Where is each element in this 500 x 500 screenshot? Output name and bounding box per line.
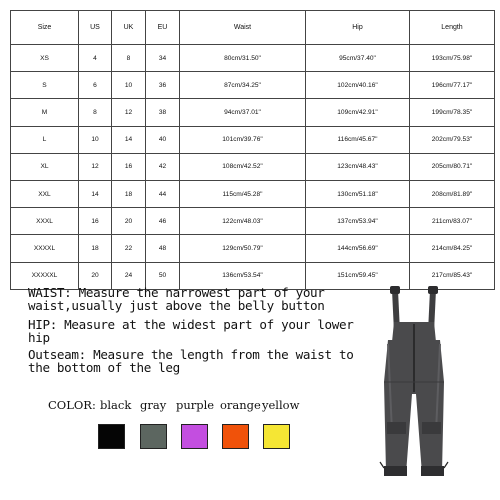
size-row-xxxl <box>11 208 495 235</box>
cell-waist: 101cm/39.76" <box>180 126 306 153</box>
cell-hip: 95cm/37.40" <box>306 45 410 72</box>
cell-hip: 144cm/56.69" <box>306 235 410 262</box>
product-image <box>370 282 460 487</box>
waist-instruction <box>28 286 358 312</box>
cell-waist: 136cm/53.54" <box>180 262 306 289</box>
size-chart-table <box>10 10 495 290</box>
size-row-m <box>11 99 495 126</box>
cell-us: 14 <box>79 180 112 207</box>
cell-eu: 48 <box>146 235 180 262</box>
header-hip: Hip <box>306 11 410 45</box>
cell-length: 196cm/77.17" <box>410 72 495 99</box>
cell-eu: 44 <box>146 180 180 207</box>
cell-size: XS <box>11 45 79 72</box>
cell-us: 8 <box>79 99 112 126</box>
hip-instruction <box>28 318 358 344</box>
cell-waist: 122cm/48.03" <box>180 208 306 235</box>
cell-waist: 108cm/42.52" <box>180 153 306 180</box>
cell-uk: 12 <box>112 99 146 126</box>
header-waist: Waist <box>180 11 306 45</box>
cell-size: XXXL <box>11 208 79 235</box>
cell-uk: 10 <box>112 72 146 99</box>
cell-eu: 36 <box>146 72 180 99</box>
cell-length: 199cm/78.35" <box>410 99 495 126</box>
cell-size: XXXXL <box>11 235 79 262</box>
swatch-gray[interactable] <box>140 424 167 449</box>
size-row-l <box>11 126 495 153</box>
color-name-yellow: yellow <box>262 398 300 412</box>
cell-size: XL <box>11 153 79 180</box>
cell-us: 16 <box>79 208 112 235</box>
cell-hip: 151cm/59.45" <box>306 262 410 289</box>
cell-uk: 20 <box>112 208 146 235</box>
cell-length: 217cm/85.43" <box>410 262 495 289</box>
swatch-black[interactable] <box>98 424 125 449</box>
cell-length: 202cm/79.53" <box>410 126 495 153</box>
cell-us: 4 <box>79 45 112 72</box>
size-row-xl <box>11 153 495 180</box>
cell-length: 193cm/75.98" <box>410 45 495 72</box>
cell-size: S <box>11 72 79 99</box>
cell-length: 214cm/84.25" <box>410 235 495 262</box>
header-eu: EU <box>146 11 180 45</box>
cell-us: 20 <box>79 262 112 289</box>
header-size: Size <box>11 11 79 45</box>
cell-hip: 137cm/53.94" <box>306 208 410 235</box>
cell-hip: 116cm/45.67" <box>306 126 410 153</box>
cell-length: 208cm/81.89" <box>410 180 495 207</box>
snow-bib-overalls-icon <box>370 282 460 487</box>
size-row-xs <box>11 45 495 72</box>
cell-waist: 87cm/34.25" <box>180 72 306 99</box>
cell-us: 6 <box>79 72 112 99</box>
color-name-black: black <box>100 398 132 412</box>
cell-hip: 102cm/40.16" <box>306 72 410 99</box>
hip-instruction-text: HIP: Measure at the widest part of your lower hip <box>28 317 354 345</box>
outseam-instruction-text: Outseam: Measure the length from the waist to the bottom of the leg <box>28 347 354 375</box>
cell-size: XXL <box>11 180 79 207</box>
cell-size: XXXXXL <box>11 262 79 289</box>
color-name-gray: gray <box>140 398 167 412</box>
cell-eu: 34 <box>146 45 180 72</box>
cell-hip: 130cm/51.18" <box>306 180 410 207</box>
header-uk: UK <box>112 11 146 45</box>
cell-uk: 14 <box>112 126 146 153</box>
cell-waist: 80cm/31.50" <box>180 45 306 72</box>
cell-hip: 123cm/48.43" <box>306 153 410 180</box>
cell-eu: 46 <box>146 208 180 235</box>
cell-waist: 115cm/45.28" <box>180 180 306 207</box>
cell-eu: 50 <box>146 262 180 289</box>
header-us: US <box>79 11 112 45</box>
color-name-purple: purple <box>176 398 215 412</box>
header-length: Length <box>410 11 495 45</box>
size-row-s <box>11 72 495 99</box>
swatch-yellow[interactable] <box>263 424 290 449</box>
cell-length: 205cm/80.71" <box>410 153 495 180</box>
cell-eu: 38 <box>146 99 180 126</box>
swatch-purple[interactable] <box>181 424 208 449</box>
cell-hip: 109cm/42.91" <box>306 99 410 126</box>
cell-waist: 129cm/50.79" <box>180 235 306 262</box>
cell-size: M <box>11 99 79 126</box>
size-row-xxl <box>11 180 495 207</box>
color-label: COLOR: <box>48 398 96 412</box>
cell-us: 12 <box>79 153 112 180</box>
waist-instruction-text: WAIST: Measure the narrowest part of your waist,usually just above the belly button <box>28 285 325 313</box>
cell-uk: 22 <box>112 235 146 262</box>
size-chart-header-row <box>11 11 495 45</box>
cell-uk: 16 <box>112 153 146 180</box>
cell-eu: 40 <box>146 126 180 153</box>
swatch-orange[interactable] <box>222 424 249 449</box>
color-name-orange: orange <box>220 398 261 412</box>
cell-size: L <box>11 126 79 153</box>
cell-length: 211cm/83.07" <box>410 208 495 235</box>
size-row-xxxxl <box>11 235 495 262</box>
cell-us: 18 <box>79 235 112 262</box>
outseam-instruction <box>28 348 358 374</box>
cell-us: 10 <box>79 126 112 153</box>
cell-eu: 42 <box>146 153 180 180</box>
cell-uk: 18 <box>112 180 146 207</box>
cell-waist: 94cm/37.01" <box>180 99 306 126</box>
cell-uk: 24 <box>112 262 146 289</box>
cell-uk: 8 <box>112 45 146 72</box>
